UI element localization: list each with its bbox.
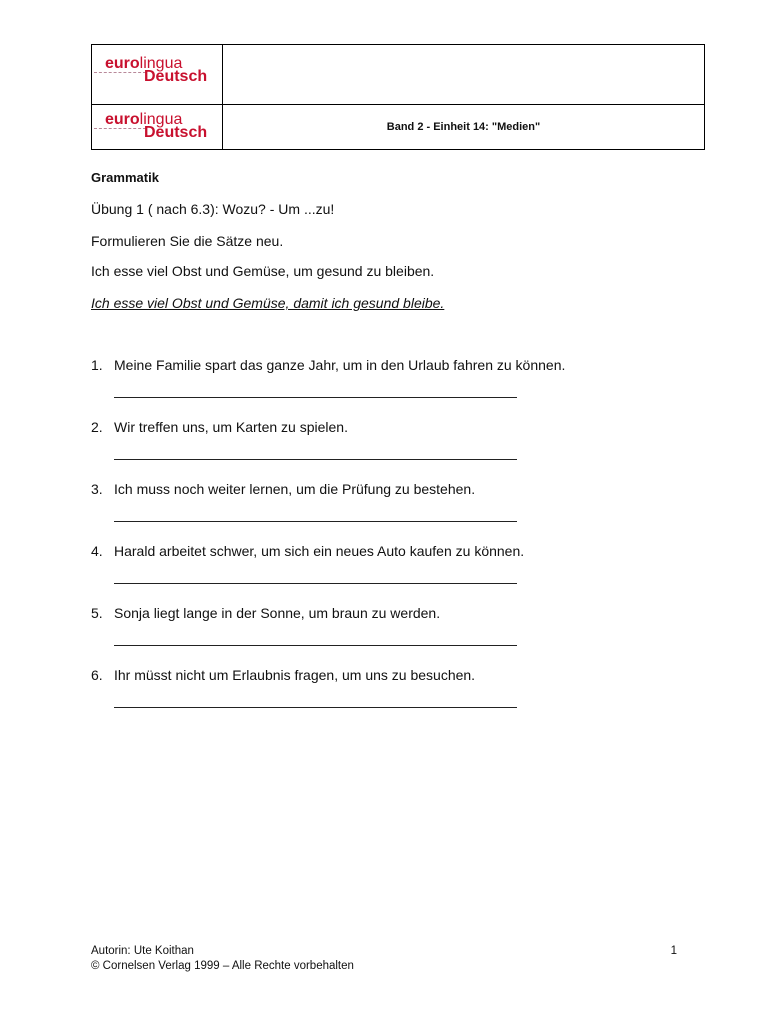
item-number: 3.	[91, 481, 103, 497]
example-sentence: Ich esse viel Obst und Gemüse, um gesund zu bleiben.	[91, 263, 435, 279]
item-number: 5.	[91, 605, 103, 621]
header-info-cell-1	[223, 45, 704, 104]
answer-line[interactable]	[114, 459, 517, 460]
item-text: Sonja liegt lange in der Sonne, um braun zu werden.	[114, 605, 441, 621]
header-info-cell-2	[223, 105, 704, 149]
header-row-2	[92, 105, 704, 149]
instruction: Formulieren Sie die Sätze neu.	[91, 233, 284, 249]
logo-lingua: lingua	[139, 55, 183, 72]
logo-dashed-line	[94, 72, 146, 73]
logo-deutsch: Deutsch	[144, 68, 208, 85]
footer-author: Autorin: Ute Koithan	[91, 945, 194, 957]
exercise-title: Übung 1 ( nach 6.3): Wozu? - Um ...zu!	[91, 201, 335, 217]
answer-line[interactable]	[114, 521, 517, 522]
logo-lingua: lingua	[139, 111, 183, 128]
item-text: Harald arbeitet schwer, um sich ein neues Auto kaufen zu können.	[114, 543, 525, 559]
section-title: Grammatik	[91, 170, 159, 185]
item-number: 2.	[91, 419, 103, 435]
item-text: Ihr müsst nicht um Erlaubnis fragen, um uns zu besuchen.	[114, 667, 476, 683]
example-answer: Ich esse viel Obst und Gemüse, damit ich gesund bleibe.	[91, 295, 445, 311]
eurolingua-logo	[94, 111, 219, 151]
header-row-1	[92, 45, 704, 105]
item-number: 1.	[91, 357, 103, 373]
item-number: 6.	[91, 667, 103, 683]
page-number: 1	[670, 945, 677, 957]
logo-euro: euro	[105, 55, 140, 72]
logo-deutsch: Deutsch	[144, 124, 208, 141]
answer-line[interactable]	[114, 397, 517, 398]
logo-dashed-line	[94, 128, 146, 129]
footer-copyright: © Cornelsen Verlag 1999 – Alle Rechte vorbehalten	[91, 960, 354, 972]
answer-line[interactable]	[114, 645, 517, 646]
logo-euro: euro	[105, 111, 140, 128]
item-text: Ich muss noch weiter lernen, um die Prüfung zu bestehen.	[114, 481, 476, 497]
logo-cell	[92, 105, 223, 149]
answer-line[interactable]	[114, 707, 517, 708]
answer-line[interactable]	[114, 583, 517, 584]
item-text: Meine Familie spart das ganze Jahr, um in den Urlaub fahren zu können.	[114, 357, 566, 373]
item-text: Wir treffen uns, um Karten zu spielen.	[114, 419, 348, 435]
eurolingua-logo	[94, 55, 219, 95]
item-number: 4.	[91, 543, 103, 559]
header-table	[91, 44, 705, 150]
band-title: Band 2 - Einheit 14: "Medien"	[386, 121, 541, 133]
footer	[91, 944, 681, 974]
logo-cell	[92, 45, 223, 104]
